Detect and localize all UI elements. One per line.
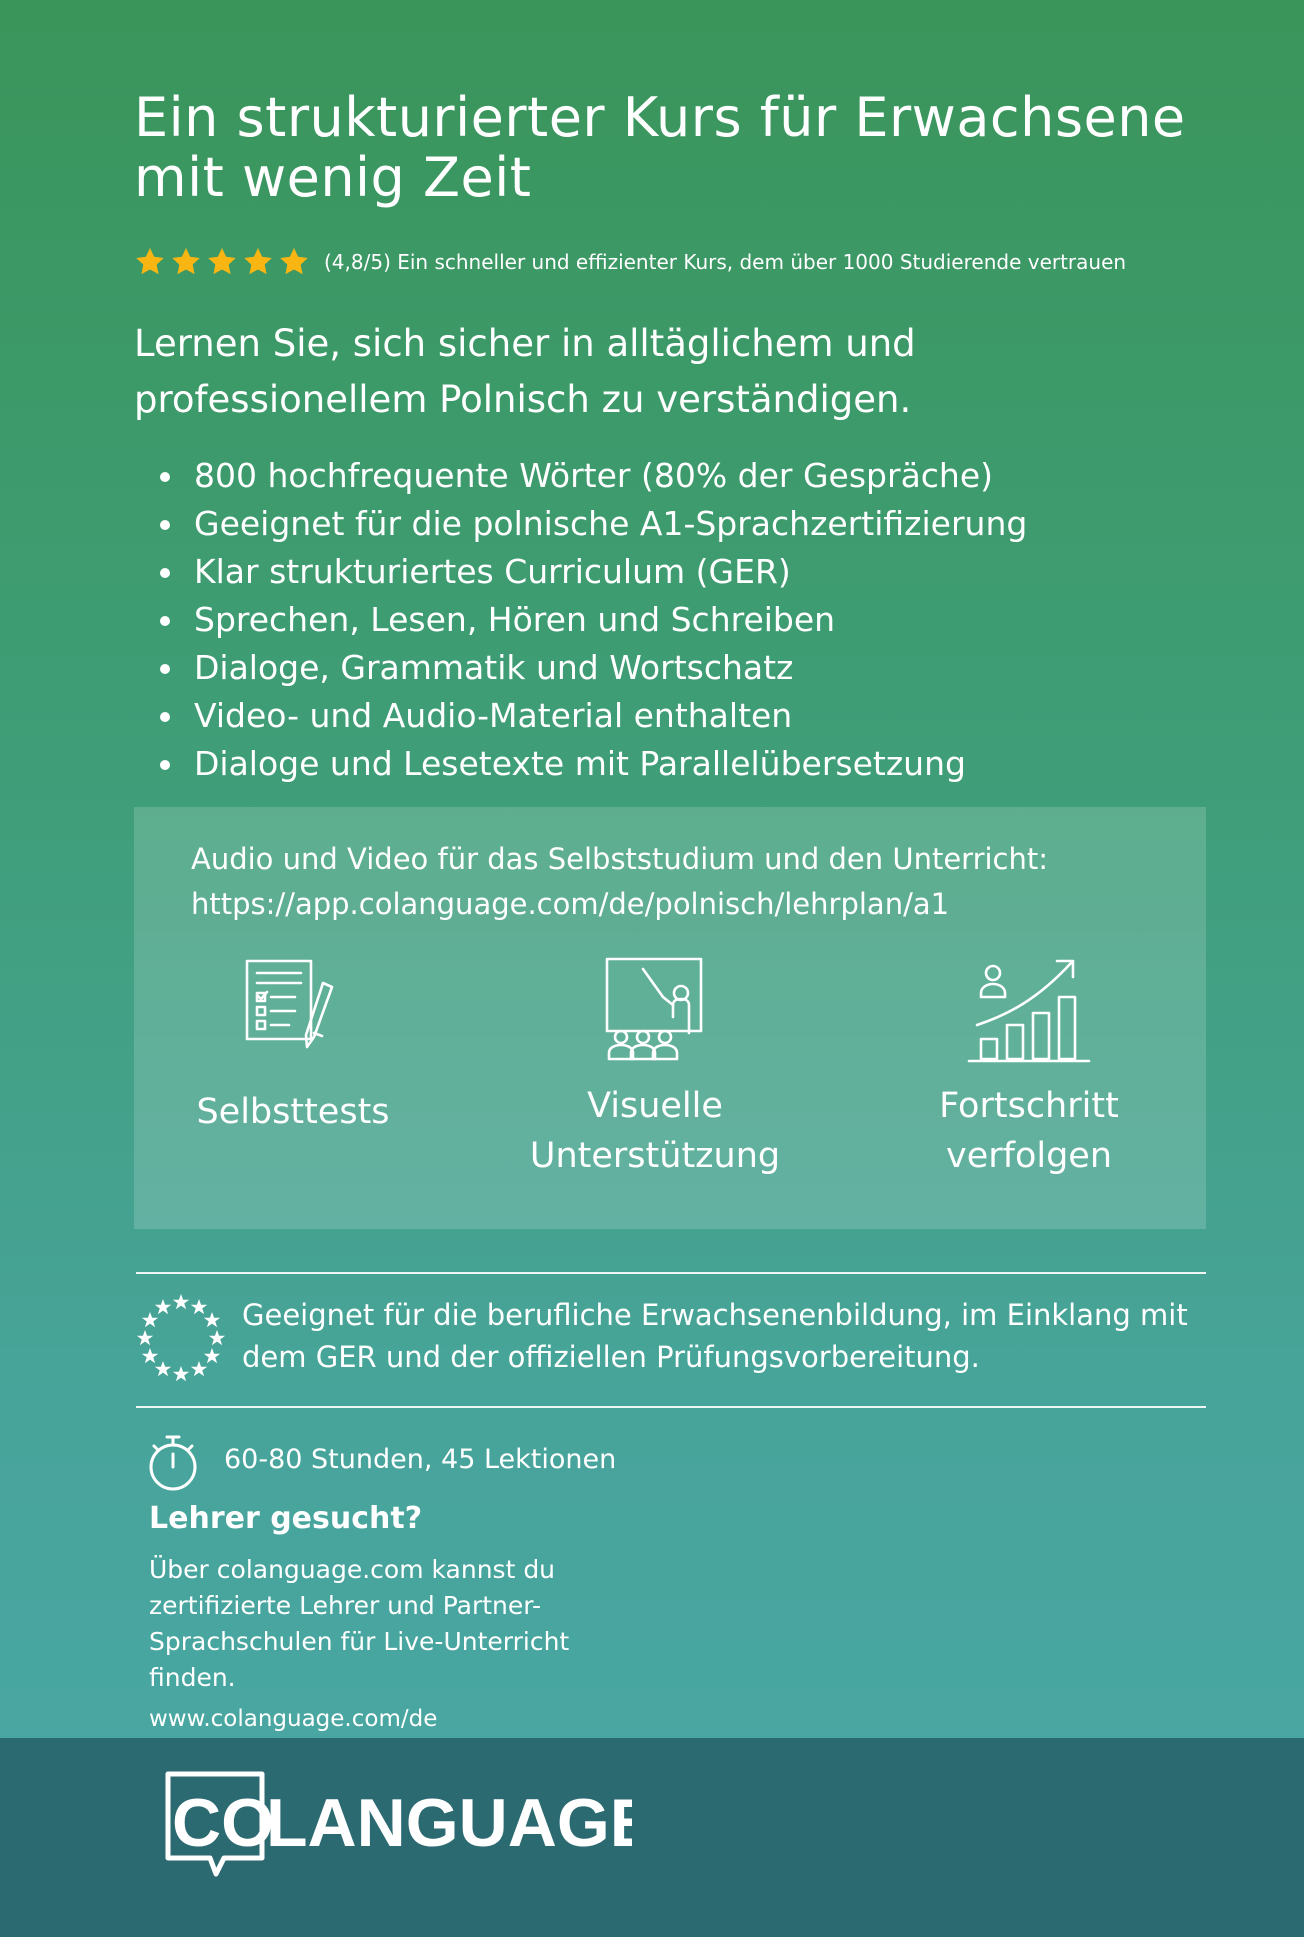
divider [136, 1272, 1206, 1274]
teacher-heading: Lehrer gesucht? [149, 1501, 423, 1536]
star-icon [170, 246, 202, 278]
eu-stars-icon [136, 1294, 226, 1384]
duration-text: 60-80 Stunden, 45 Lektionen [224, 1444, 617, 1475]
list-item: Video- und Audio-Material enthalten [156, 692, 1027, 740]
colanguage-logo [162, 1768, 632, 1882]
teacher-text: Über colanguage.com kannst du zertifizierte Lehrer und Partner-Sprachschulen für Live-Unterricht finden. [149, 1555, 570, 1692]
checklist-pencil-icon [243, 957, 343, 1069]
page-title: Ein strukturierter Kurs für Erwachsene mit wenig Zeit [134, 86, 1186, 209]
feature-self-tests [143, 957, 443, 1137]
bullet-icon [160, 616, 170, 626]
resources-link[interactable]: https://app.colanguage.com/de/polnisch/lehrplan/a1 [191, 887, 950, 921]
feature-list [156, 452, 1027, 788]
bullet-icon [160, 520, 170, 530]
rating-text: (4,8/5) Ein schneller und effizienter Kurs, dem über 1000 Studierende vertrauen [324, 250, 1127, 274]
certification-text: Geeignet für die berufliche Erwachsenenbildung, im Einklang mit dem GER und der offiziellen Prüfungsvorbereitung. [242, 1298, 1188, 1374]
list-item: Sprechen, Lesen, Hören und Schreiben [156, 596, 1027, 644]
bullet-icon [160, 664, 170, 674]
feature-label: Fortschritt verfolgen [939, 1086, 1119, 1176]
logo-text-co: CO [172, 1785, 274, 1861]
feature-visual-support [505, 955, 805, 1181]
list-item: 800 hochfrequente Wörter (80% der Gespräche) [156, 452, 1027, 500]
feature-track-progress [879, 955, 1179, 1181]
bullet-icon [160, 712, 170, 722]
bullet-icon [160, 568, 170, 578]
stopwatch-icon [146, 1432, 200, 1492]
rating-stars [134, 246, 310, 278]
list-item: Dialoge und Lesetexte mit Parallelübersetzung [156, 740, 1027, 788]
divider [136, 1406, 1206, 1408]
footer [0, 1738, 1304, 1937]
website-link[interactable]: www.colanguage.com/de [149, 1706, 438, 1732]
logo-speech-bubble-icon [162, 1768, 632, 1878]
feature-label: Visuelle Unterstützung [529, 1086, 781, 1176]
teacher-board-icon [603, 955, 707, 1063]
progress-chart-icon [967, 955, 1091, 1063]
star-icon [242, 246, 274, 278]
star-icon [134, 246, 166, 278]
star-icon [278, 246, 310, 278]
star-icon [206, 246, 238, 278]
feature-label: Selbsttests [196, 1092, 390, 1132]
resources-line: Audio und Video für das Selbststudium und den Unterricht: [191, 842, 1049, 876]
rating [134, 246, 1126, 278]
list-item: Geeignet für die polnische A1-Sprachzertifizierung [156, 500, 1027, 548]
resources-box [134, 807, 1206, 1229]
bullet-icon [160, 472, 170, 482]
resources-text [191, 837, 1048, 927]
logo-text-language: LANGUAGE [266, 1785, 632, 1861]
subtitle: Lernen Sie, sich sicher in alltäglichem und professionellem Polnisch zu verständigen. [134, 322, 916, 421]
list-item: Dialoge, Grammatik und Wortschatz [156, 644, 1027, 692]
bullet-icon [160, 760, 170, 770]
list-item: Klar strukturiertes Curriculum (GER) [156, 548, 1027, 596]
